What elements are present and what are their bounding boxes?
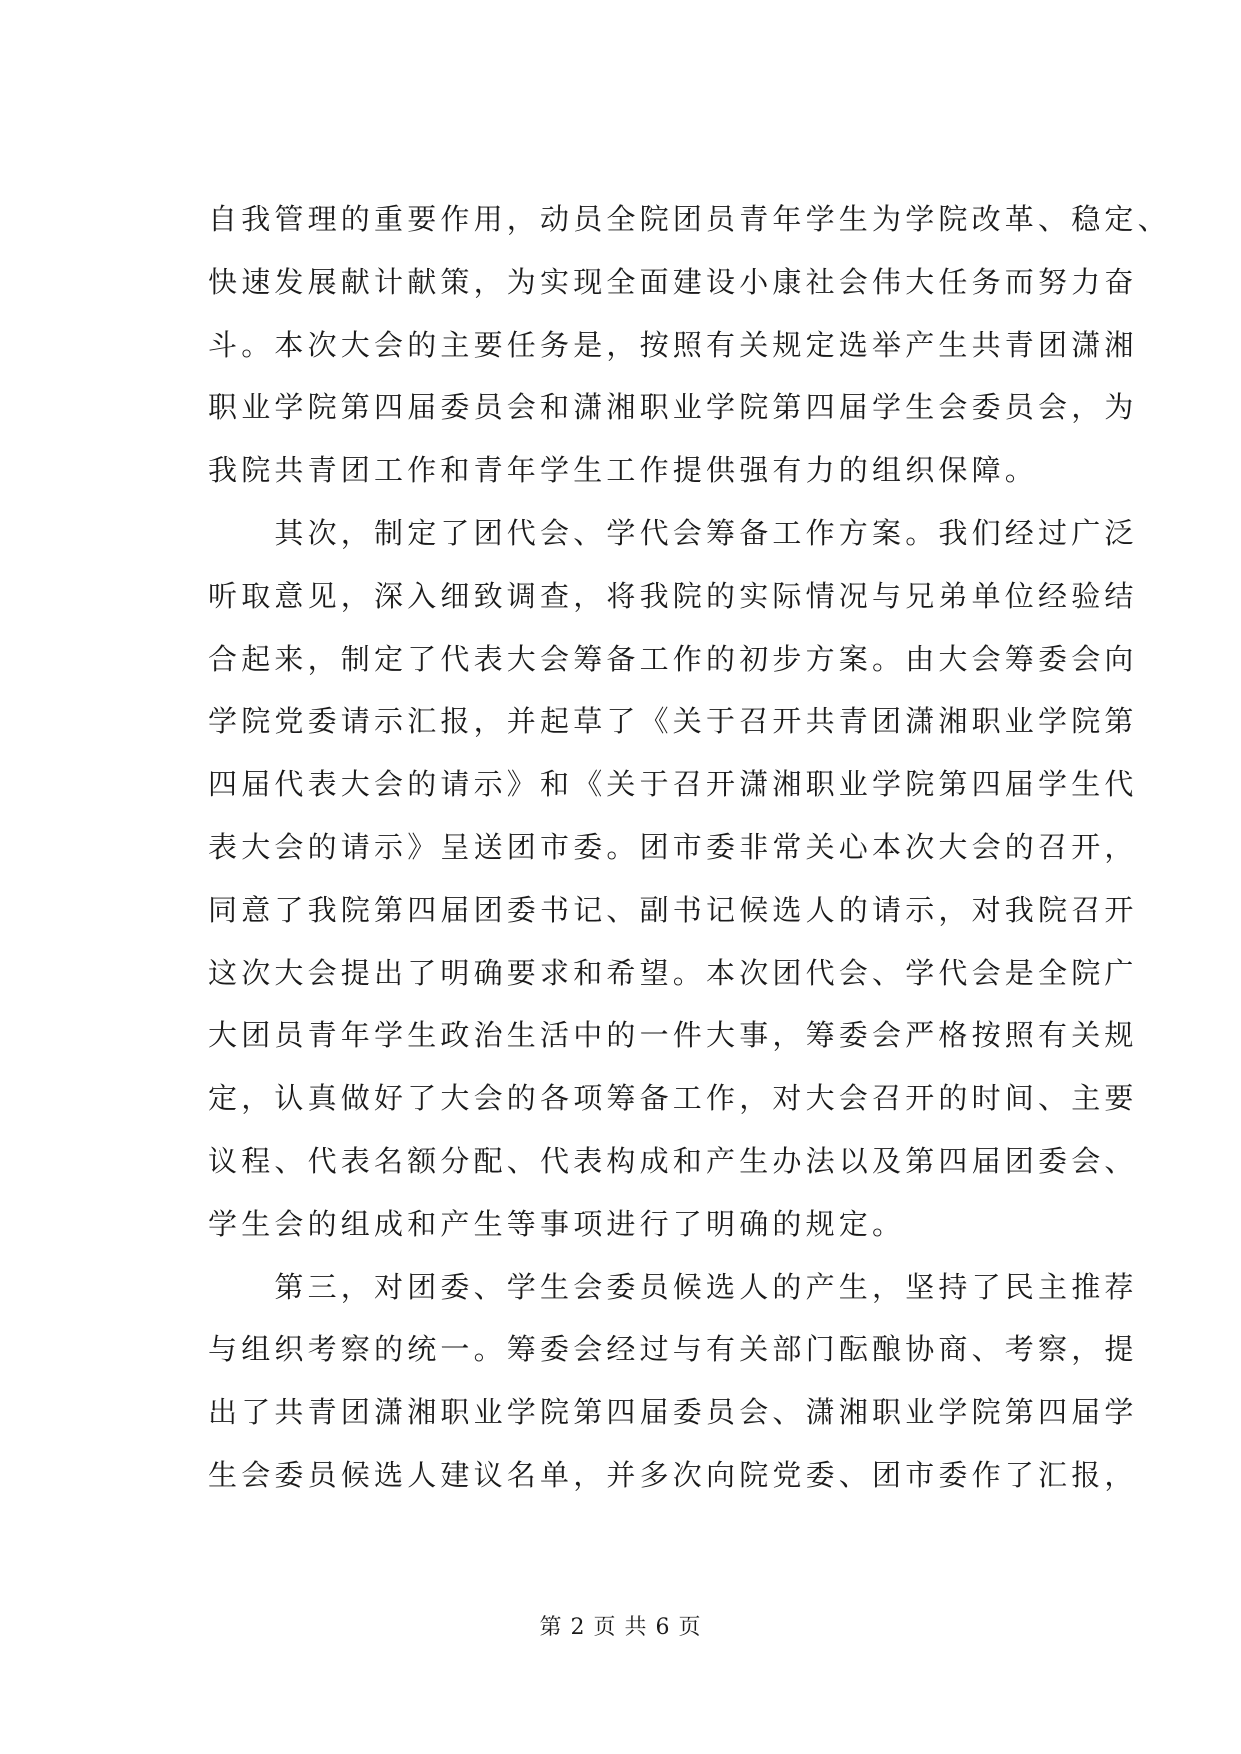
text-line: 表大会的请示》呈送团市委。团市委非常关心本次大会的召开， [208, 829, 1138, 864]
body-text [208, 188, 1171, 1507]
text-line: 自我管理的重要作用，动员全院团员青年学生为学院改革、稳定、 [208, 202, 1171, 236]
paragraph-1 [208, 188, 1171, 502]
text-line: 四届代表大会的请示》和《关于召开潇湘职业学院第四届学生代 [208, 767, 1138, 802]
text-line: 学院党委请示汇报，并起草了《关于召开共青团潇湘职业学院第 [208, 704, 1138, 739]
text-line: 听取意见，深入细致调查，将我院的实际情况与兄弟单位经验结 [208, 578, 1138, 613]
text-line: 合起来，制定了代表大会筹备工作的初步方案。由大会筹委会向 [208, 641, 1138, 676]
text-line: 学生会的组成和产生等事项进行了明确的规定。 [208, 1206, 906, 1241]
text-line: 议程、代表名额分配、代表构成和产生办法以及第四届团委会、 [208, 1143, 1138, 1178]
text-line: 同意了我院第四届团委书记、副书记候选人的请示，对我院召开 [208, 892, 1138, 927]
text-line: 第三，对团委、学生会委员候选人的产生，坚持了民主推荐 [208, 1269, 1138, 1304]
page-number: 第 2 页 共 6 页 [539, 1615, 702, 1640]
paragraph-3 [208, 1256, 1138, 1507]
text-line: 这次大会提出了明确要求和希望。本次团代会、学代会是全院广 [208, 955, 1138, 990]
text-line: 出了共青团潇湘职业学院第四届委员会、潇湘职业学院第四届学 [208, 1395, 1138, 1430]
text-line: 定，认真做好了大会的各项筹备工作，对大会召开的时间、主要 [208, 1081, 1138, 1116]
text-line: 快速发展献计献策，为实现全面建设小康社会伟大任务而努力奋 [208, 264, 1138, 299]
text-line: 斗。本次大会的主要任务是，按照有关规定选举产生共青团潇湘 [208, 327, 1138, 362]
page-footer [0, 1610, 1241, 1641]
text-line: 与组织考察的统一。筹委会经过与有关部门酝酿协商、考察，提 [208, 1332, 1138, 1367]
text-line: 职业学院第四届委员会和潇湘职业学院第四届学生会委员会，为 [208, 390, 1138, 425]
paragraph-2 [208, 502, 1138, 1256]
text-line: 其次，制定了团代会、学代会筹备工作方案。我们经过广泛 [208, 515, 1138, 550]
text-line: 生会委员候选人建议名单，并多次向院党委、团市委作了汇报， [208, 1457, 1138, 1492]
text-line: 我院共青团工作和青年学生工作提供强有力的组织保障。 [208, 453, 1039, 488]
text-line: 大团员青年学生政治生活中的一件大事，筹委会严格按照有关规 [208, 1018, 1138, 1053]
